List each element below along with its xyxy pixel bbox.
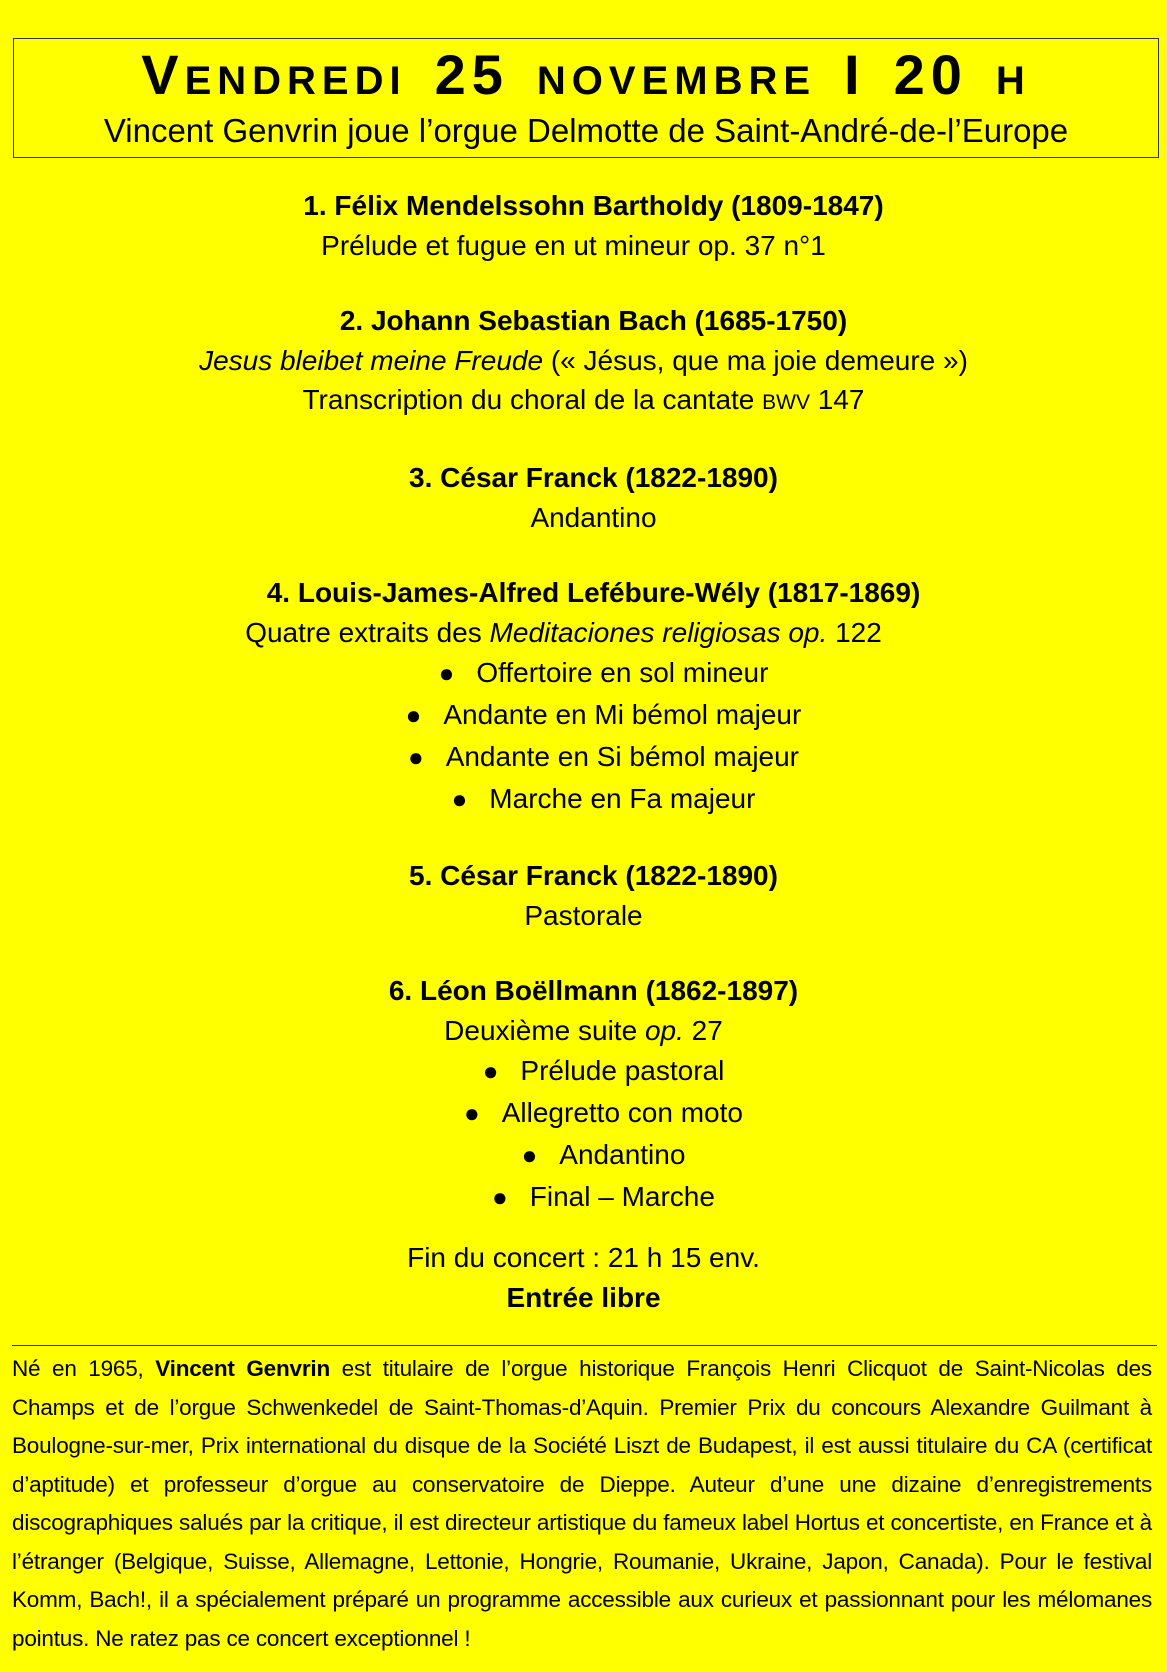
program-piece-3 xyxy=(0,458,1167,537)
work-title-italic: op. xyxy=(644,1015,684,1046)
program-piece-2 xyxy=(0,301,1167,422)
composer-heading: 5. César Franck (1822-1890) xyxy=(409,860,778,891)
bio-text: est titulaire de l’orgue historique François Henri Clicquot de Saint-Nicolas des Champs et de l’orgue Schwenkedel de Saint-Thomas-d’Aquin. Premier Prix du concours Alexandre Guilmant à Boulogne-sur-mer, Prix international du disque de la Société Liszt de Budapest, il est aussi titulaire du CA (certificat d’aptitude) et professeur d’orgue au conservatoire de Dieppe. Auteur d’une une dizaine d’enregistrements discographiques salués par la critique, il est directeur artistique du fameux label Hortus et concertiste, en France et à l’étranger (Belgique, Suisse, Allemagne, Lettonie, Hongrie, Roumanie, Ukraine, Japon, Canada). Pour le festival Komm, Bach!, il a spécialement préparé un programme accessible aux curieux et passionnant pour les mélomanes pointus. Ne ratez pas ce concert exceptionnel ! xyxy=(12,1356,1152,1651)
list-item xyxy=(0,778,1167,820)
title-hour: 20 xyxy=(893,43,968,106)
program-piece-1 xyxy=(0,186,1167,265)
bullet-icon: ● xyxy=(407,742,424,772)
bullet-icon: ● xyxy=(451,784,468,814)
list-item xyxy=(0,1134,1167,1176)
work-title-prefix: Deuxième suite xyxy=(444,1015,645,1046)
work-subtitle xyxy=(0,380,1167,422)
work-title-prefix: Quatre extraits des xyxy=(245,617,490,648)
work-title-number: 122 xyxy=(827,617,882,648)
list-item xyxy=(0,652,1167,694)
work-title-italic: Meditaciones religiosas op. xyxy=(489,617,828,648)
concert-program xyxy=(0,186,1167,1254)
end-time: Fin du concert : 21 h 15 env. xyxy=(407,1242,760,1273)
work-title: Andantino xyxy=(530,502,657,533)
work-title xyxy=(0,1011,1167,1050)
work-title: Pastorale xyxy=(524,900,643,931)
work-title-number: 27 xyxy=(683,1015,723,1046)
composer-heading: 4. Louis-James-Alfred Lefébure-Wély (1817-1869) xyxy=(266,577,921,608)
list-item xyxy=(0,1092,1167,1134)
performer-name: Vincent Genvrin xyxy=(155,1356,330,1381)
list-item-label: Marche en Fa majeur xyxy=(489,783,756,814)
composer-heading: 3. César Franck (1822-1890) xyxy=(409,462,778,493)
work-title xyxy=(0,613,1167,652)
list-item xyxy=(0,1050,1167,1092)
concert-header xyxy=(13,38,1159,158)
list-item-label: Offertoire en sol mineur xyxy=(476,657,769,688)
divider xyxy=(12,1345,1157,1346)
work-title xyxy=(0,341,1167,380)
title-day-initial: V xyxy=(141,43,185,106)
concert-subtitle: Vincent Genvrin joue l’orgue Delmotte de Saint-André-de-l’Europe xyxy=(103,112,1069,149)
bullet-icon: ● xyxy=(438,658,455,688)
title-day: ENDREDI xyxy=(184,59,407,103)
bio-intro: Né en 1965, xyxy=(12,1356,156,1381)
list-item-label: Andante en Si bémol majeur xyxy=(445,741,800,772)
bullet-icon: ● xyxy=(521,1140,538,1170)
list-item xyxy=(0,1176,1167,1218)
work-title-translation: (« Jésus, que ma joie demeure ») xyxy=(543,345,968,376)
list-item-label: Andante en Mi bémol majeur xyxy=(443,699,802,730)
title-h: H xyxy=(995,59,1031,103)
list-item-label: Final – Marche xyxy=(529,1181,715,1212)
bullet-icon: ● xyxy=(482,1056,499,1086)
performer-bio xyxy=(12,1350,1152,1658)
program-piece-4 xyxy=(0,573,1167,820)
composer-heading: 2. Johann Sebastian Bach (1685-1750) xyxy=(339,305,848,336)
program-piece-5 xyxy=(0,856,1167,935)
composer-heading: 1. Félix Mendelssohn Bartholdy (1809-1847) xyxy=(303,190,884,221)
program-piece-6 xyxy=(0,971,1167,1218)
work-subtitle-bwv: BWV xyxy=(762,391,810,414)
work-subtitle-prefix: Transcription du choral de la cantate xyxy=(302,384,763,415)
bullet-icon: ● xyxy=(464,1098,480,1128)
work-title: Prélude et fugue en ut mineur op. 37 n°1 xyxy=(321,230,826,261)
work-title-italic: Jesus bleibet meine Freude xyxy=(199,345,544,376)
list-item-label: Prélude pastoral xyxy=(520,1055,725,1086)
concert-info xyxy=(0,1238,1167,1318)
title-date: 25 xyxy=(434,43,509,106)
list-item xyxy=(0,694,1167,736)
list-item xyxy=(0,736,1167,778)
bullet-icon: ● xyxy=(492,1182,508,1212)
title-separator: I xyxy=(844,43,866,106)
work-subtitle-number: 147 xyxy=(810,384,865,415)
list-item-label: Andantino xyxy=(559,1139,686,1170)
composer-heading: 6. Léon Boëllmann (1862-1897) xyxy=(388,975,799,1006)
list-item-label: Allegretto con moto xyxy=(501,1097,743,1128)
concert-title xyxy=(14,43,1158,109)
bullet-icon: ● xyxy=(405,700,422,730)
title-month: NOVEMBRE xyxy=(536,59,817,103)
entry-info: Entrée libre xyxy=(506,1282,661,1313)
